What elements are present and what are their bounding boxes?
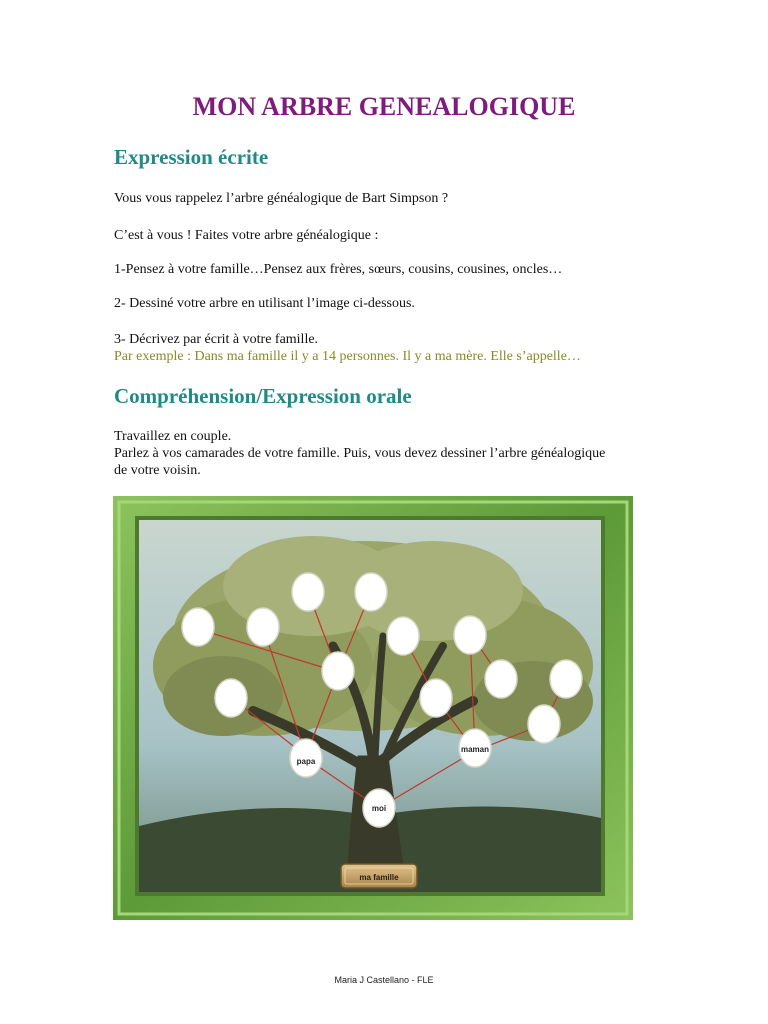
portrait-oval [322, 652, 354, 690]
portrait-oval [528, 705, 560, 743]
paragraph-travaillez: Travaillez en couple. [114, 429, 232, 444]
step-1: 1-Pensez à votre famille…Pensez aux frères, sœurs, cousins, cousines, oncles… [114, 262, 563, 277]
portrait-oval [387, 617, 419, 655]
portrait-oval [215, 679, 247, 717]
label-papa: papa [296, 757, 316, 766]
paragraph-a-vous: C’est à vous ! Faites votre arbre généalogique : [114, 228, 379, 243]
paragraph-bart-simpson: Vous vous rappelez l’arbre généalogique de Bart Simpson ? [114, 191, 449, 206]
portrait-oval [292, 573, 324, 611]
label-maman: maman [460, 745, 490, 754]
portrait-oval [247, 608, 279, 646]
plaque-label: ma famille [359, 873, 399, 882]
portrait-oval [182, 608, 214, 646]
page-title: MON ARBRE GENEALOGIQUE [192, 92, 576, 121]
step-3: 3- Décrivez par écrit à votre famille. [114, 332, 319, 347]
section-heading-expression-ecrite: Expression écrite [114, 145, 269, 169]
footer-author: Maria J Castellano - FLE [334, 975, 434, 985]
portrait-oval [420, 679, 452, 717]
plaque-ma-famille [341, 864, 417, 888]
portrait-oval [550, 660, 582, 698]
portrait-oval [454, 616, 486, 654]
paragraph-parlez: Parlez à vos camarades de votre famille. Puis, vous devez dessiner l’arbre généalogique [114, 446, 606, 461]
family-tree-image [113, 496, 633, 920]
step-2: 2- Dessiné votre arbre en utilisant l’image ci-dessous. [114, 296, 415, 311]
portrait-oval [485, 660, 517, 698]
label-moi: moi [371, 804, 387, 813]
example-sentence: Par exemple : Dans ma famille il y a 14 personnes. Il y a ma mère. Elle s’appelle… [114, 349, 581, 364]
section-heading-comprehension: Compréhension/Expression orale [114, 384, 412, 408]
paragraph-voisin: de votre voisin. [114, 463, 201, 478]
portrait-oval [355, 573, 387, 611]
